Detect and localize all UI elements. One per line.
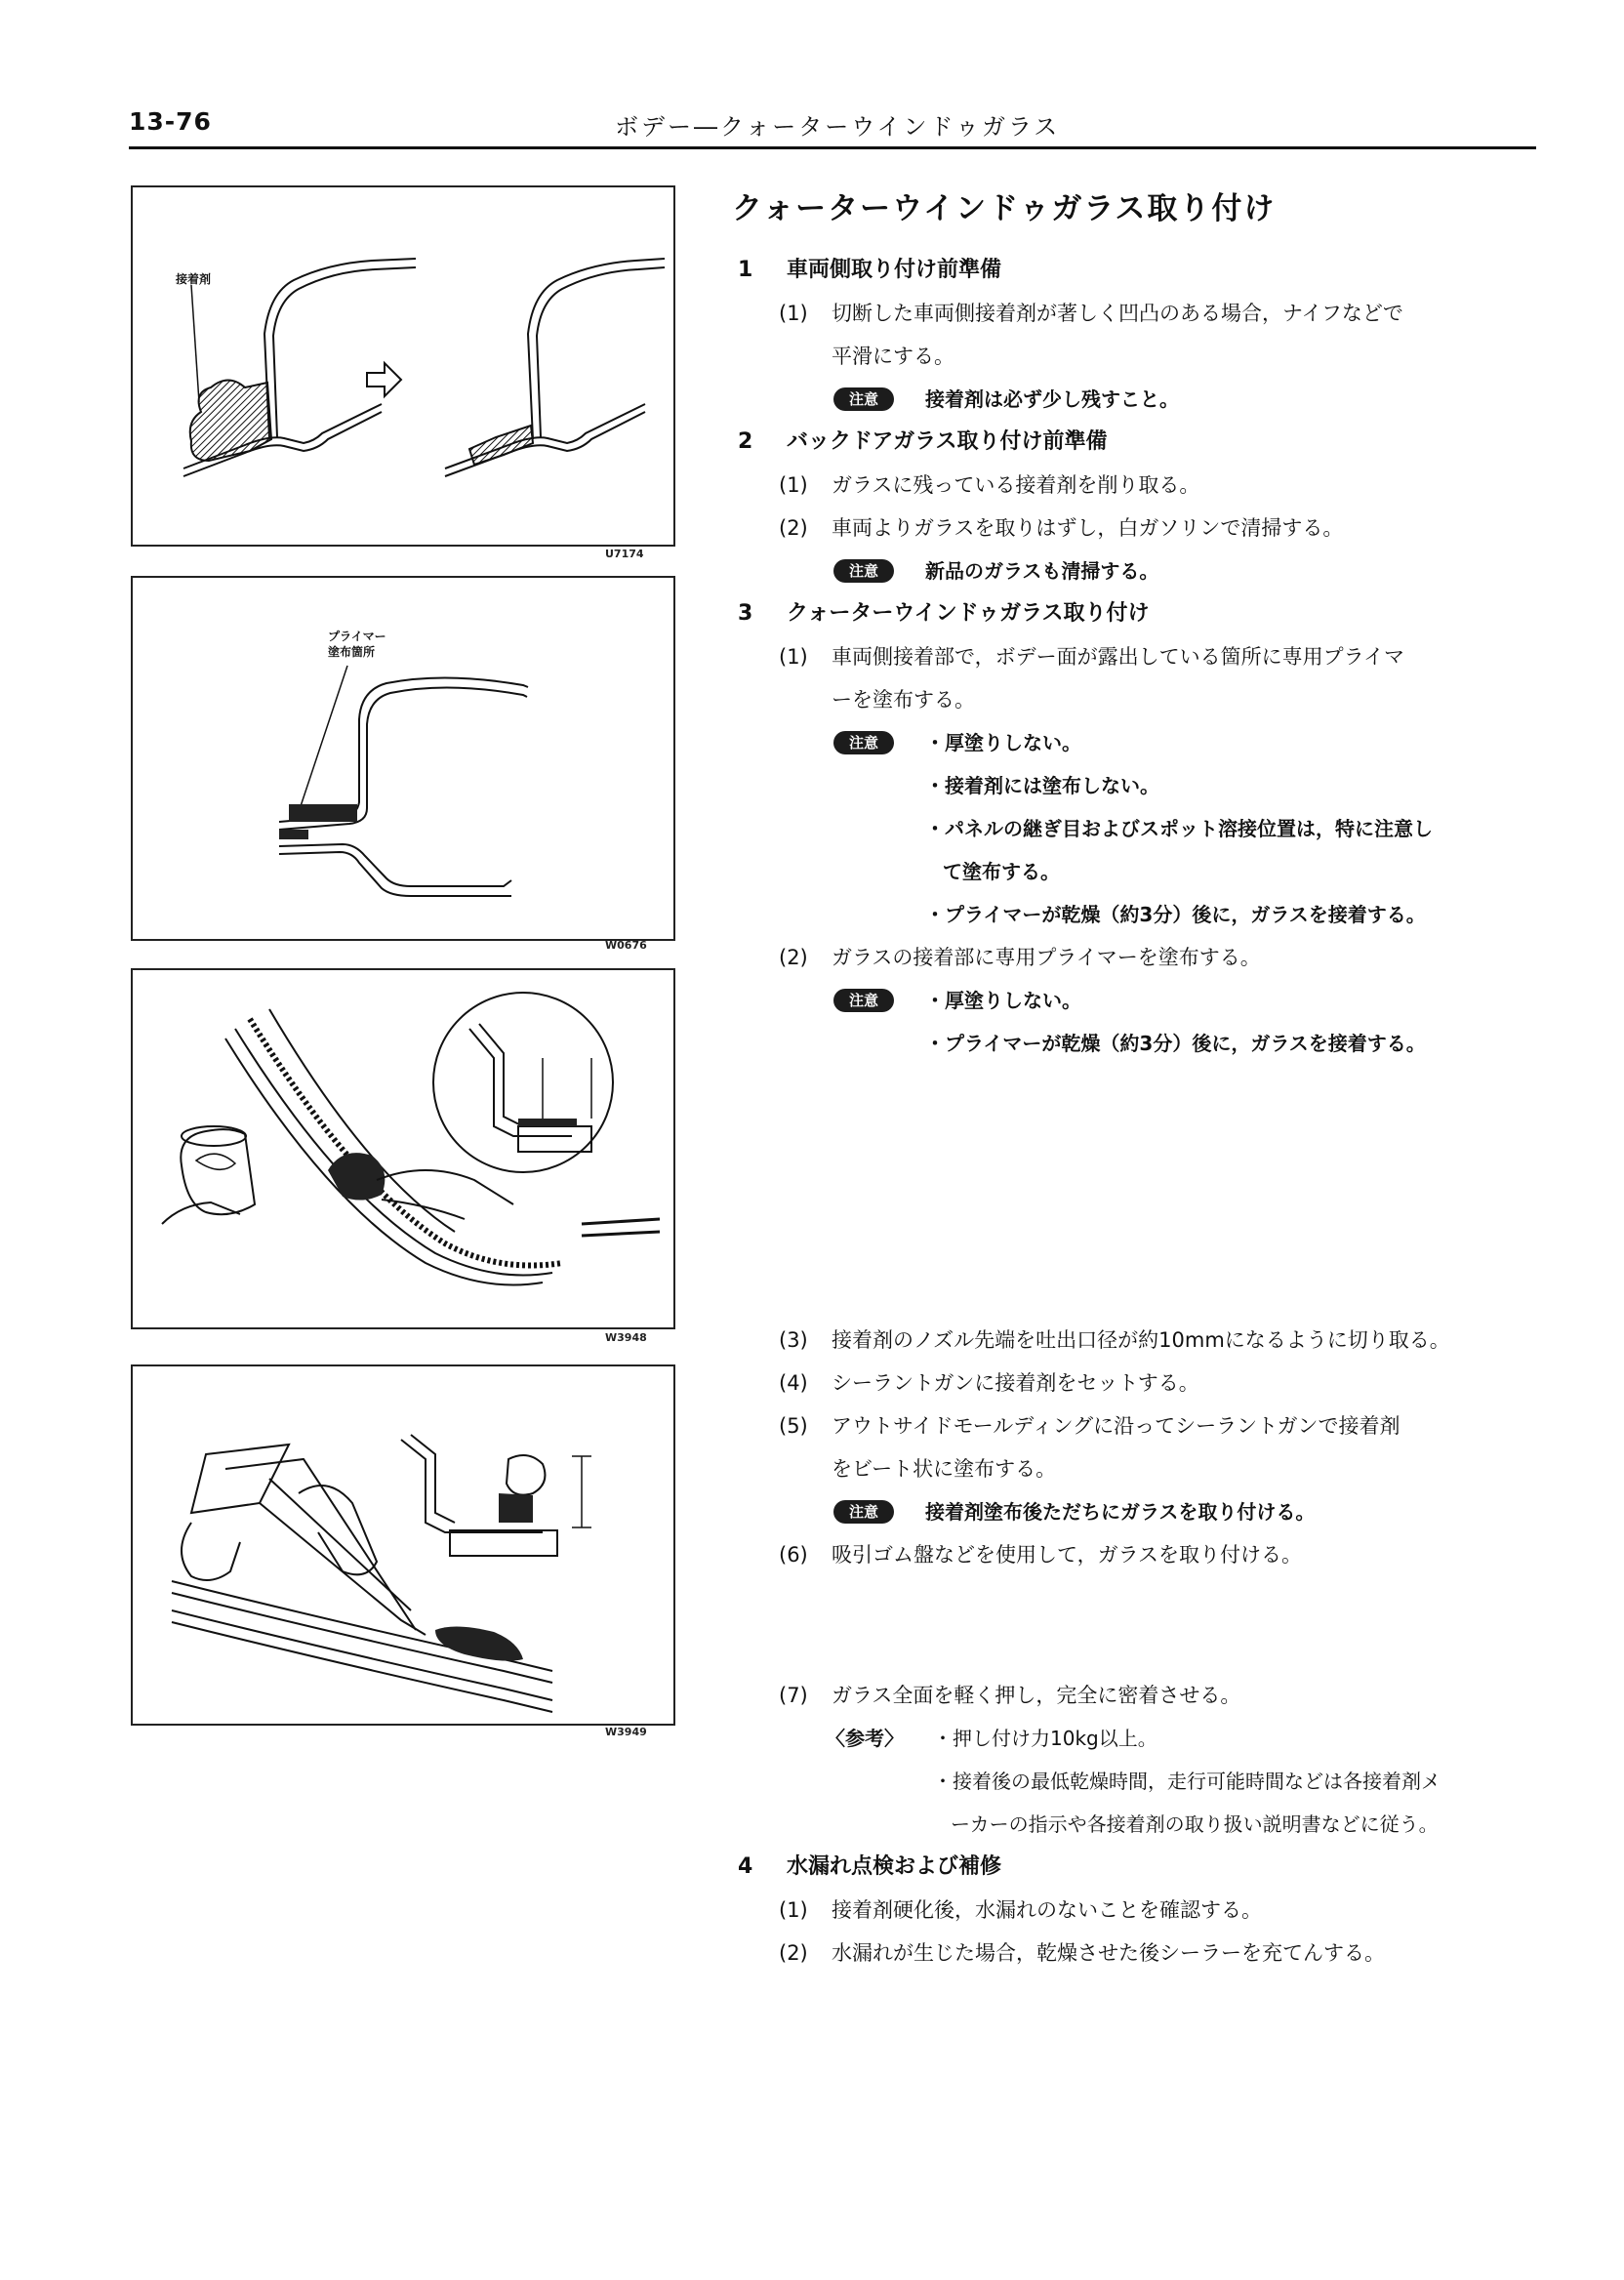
step — [732, 936, 1571, 979]
figure-code: W3949 — [605, 1726, 647, 1738]
caution-note — [732, 550, 1571, 592]
section-3-heading — [732, 592, 1571, 635]
step-text-line: 切断した車両側接着剤が著しく凹凸のある場合，ナイフなどで — [832, 302, 1403, 325]
step — [732, 1533, 1571, 1576]
caution-badge: 注意 — [833, 387, 894, 411]
step — [732, 507, 1571, 550]
reference-label: 〈参考〉 — [826, 1727, 904, 1750]
step-number: (5) — [779, 1414, 808, 1438]
section-heading-text: クォーターウインドゥガラス取り付け — [787, 601, 1150, 626]
step-text: シーラントガンに接着剤をセットする。 — [832, 1371, 1199, 1395]
reference-item: ーカーの指示や各接着剤の取り扱い説明書などに従う。 — [951, 1812, 1439, 1836]
step — [732, 292, 1571, 378]
step-number: (1) — [779, 1898, 808, 1922]
step-number: (4) — [779, 1371, 808, 1395]
step — [732, 1405, 1571, 1490]
caution-text: 接着剤は必ず少し残すこと。 — [925, 387, 1179, 411]
section-1-heading — [732, 249, 1571, 292]
adhesive-trim-illustration — [133, 187, 673, 545]
caution-item: ・プライマーが乾燥（約3分）後に，ガラスを接着する。 — [925, 1032, 1426, 1055]
step — [732, 1889, 1571, 1932]
step-text-line: ーを塗布する。 — [832, 688, 975, 712]
step-number: (2) — [779, 1941, 808, 1965]
step-text: 接着剤硬化後，水漏れのないことを確認する。 — [832, 1898, 1262, 1922]
section-number: 3 — [738, 601, 753, 626]
step-text: ガラス全面を軽く押し，完全に密着させる。 — [832, 1684, 1241, 1707]
figure-label-primer-line1: プライマー — [328, 630, 386, 643]
caution-note — [732, 378, 1571, 421]
sealant-gun-illustration — [133, 1366, 673, 1724]
figure-primer-area — [131, 576, 675, 941]
figure-adhesive-trim — [131, 185, 675, 547]
step-text-line: 平滑にする。 — [832, 345, 954, 368]
caution-badge: 注意 — [833, 559, 894, 583]
step-number: (1) — [779, 645, 808, 669]
page-number: 13-76 — [129, 107, 212, 136]
step — [732, 464, 1571, 507]
section-number: 2 — [738, 429, 753, 454]
caution-item: ・厚塗りしない。 — [925, 731, 1081, 754]
caution-text: 新品のガラスも清掃する。 — [925, 559, 1159, 583]
caution-item: て塗布する。 — [943, 860, 1060, 883]
step-text: 水漏れが生じた場合，乾燥させた後シーラーを充てんする。 — [832, 1941, 1385, 1965]
caution-badge: 注意 — [833, 731, 894, 754]
section-2-heading — [732, 421, 1571, 464]
step-text — [832, 292, 1571, 378]
caution-badge: 注意 — [833, 1500, 894, 1524]
caution-note — [732, 721, 1571, 936]
section-number: 1 — [738, 258, 753, 282]
figure-label-adhesive: 接着剤 — [176, 272, 212, 286]
step — [732, 1362, 1571, 1405]
figure-code: W0676 — [605, 939, 647, 952]
section-heading-text: 車両側取り付け前準備 — [787, 258, 1002, 282]
caution-item: ・パネルの継ぎ目およびスポット溶接位置は，特に注意し — [925, 817, 1433, 840]
primer-area-illustration — [133, 578, 673, 939]
step-number: (3) — [779, 1328, 808, 1352]
caution-list — [925, 979, 1571, 1065]
caution-item: ・厚塗りしない。 — [925, 989, 1081, 1012]
reference-note — [732, 1717, 1571, 1846]
step-text: 吸引ゴム盤などを使用して，ガラスを取り付ける。 — [832, 1543, 1302, 1567]
header-rule — [129, 146, 1536, 149]
glass-primer-illustration — [133, 970, 673, 1327]
step — [732, 635, 1571, 721]
caution-item: ・接着剤には塗布しない。 — [925, 774, 1159, 797]
figure-label-primer-line2: 塗布箇所 — [328, 645, 376, 659]
step-text-line: をビート状に塗布する。 — [832, 1457, 1057, 1481]
figure-code: U7174 — [605, 548, 644, 560]
section-title: クォーターウインドゥガラス取り付け — [732, 191, 1277, 226]
step-number: (2) — [779, 516, 808, 540]
step-text: ガラスに残っている接着剤を削り取る。 — [832, 473, 1200, 497]
step — [732, 1932, 1571, 1975]
caution-text: 接着剤塗布後ただちにガラスを取り付ける。 — [925, 1500, 1316, 1524]
figure-sealant-gun — [131, 1364, 675, 1726]
section-4-heading — [732, 1846, 1571, 1889]
step-text-line: アウトサイドモールディングに沿ってシーラントガンで接着剤 — [832, 1414, 1401, 1438]
spacer — [732, 1576, 1571, 1674]
figure-glass-primer — [131, 968, 675, 1329]
step — [732, 1319, 1571, 1362]
step-number: (1) — [779, 302, 808, 325]
reference-item: ・接着後の最低乾燥時間，走行可能時間などは各接着剤メ — [933, 1770, 1441, 1793]
reference-list — [933, 1717, 1571, 1846]
caution-note — [732, 1490, 1571, 1533]
step — [732, 1674, 1571, 1717]
step-text: 接着剤のノズル先端を吐出口径が約10mmになるように切り取る。 — [832, 1328, 1450, 1352]
section-number: 4 — [738, 1854, 753, 1879]
step-number: (6) — [779, 1543, 808, 1567]
step-text — [832, 1405, 1571, 1490]
spacer — [732, 1065, 1571, 1319]
running-title: ボデー―クォーターウインドゥガラス — [615, 113, 1061, 141]
step-number: (2) — [779, 946, 808, 969]
caution-item: ・プライマーが乾燥（約3分）後に，ガラスを接着する。 — [925, 903, 1426, 926]
section-heading-text: バックドアガラス取り付け前準備 — [787, 429, 1108, 454]
caution-list — [925, 721, 1571, 936]
caution-note — [732, 979, 1571, 1065]
step-number: (7) — [779, 1684, 808, 1707]
step-text-line: 車両側接着部で，ボデー面が露出している箇所に専用プライマ — [832, 645, 1404, 669]
step-text: ガラスの接着部に専用プライマーを塗布する。 — [832, 946, 1261, 969]
step-text — [832, 635, 1571, 721]
step-text: 車両よりガラスを取りはずし，白ガソリンで清掃する。 — [832, 516, 1344, 540]
reference-item: ・押し付け力10kg以上。 — [933, 1727, 1157, 1750]
step-number: (1) — [779, 473, 808, 497]
caution-badge: 注意 — [833, 989, 894, 1012]
instructions-column — [732, 176, 1571, 1975]
figure-code: W3948 — [605, 1331, 647, 1344]
section-heading-text: 水漏れ点検および補修 — [787, 1854, 1002, 1879]
